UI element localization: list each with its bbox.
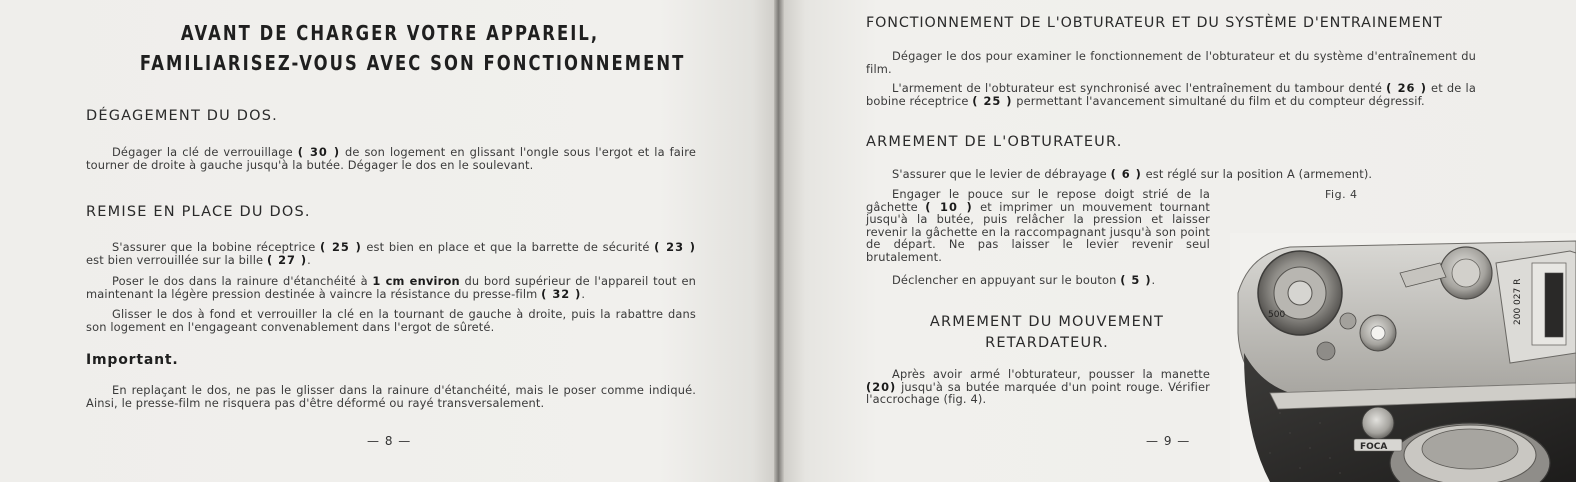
main-title <box>85 18 695 78</box>
para-intro-2: L'armement de l'obturateur est synchronisé avec l'entraînement du tambour denté ( 26 ) et de la bobine réceptrice ( 25 ) permettant l'avancement simultané du film et du compteur dégressif. <box>866 81 1476 108</box>
dial-mark-text: 500 <box>1268 310 1286 320</box>
heading-important: Important. <box>86 352 179 368</box>
heading-retardateur-line2: RETARDATEUR. <box>985 335 1109 351</box>
para-retardateur: Après avoir armé l'obturateur, pousser la manette (20) jusqu'à sa butée marquée d'un point rouge. Vérifier l'accrochage (fig. 4). <box>866 367 1210 406</box>
page-number-right: — 9 — <box>1146 434 1191 448</box>
camera-photo <box>1230 233 1576 482</box>
heading-armement-obturateur: ARMEMENT DE L'OBTURATEUR. <box>866 134 1123 150</box>
main-title-line1: AVANT DE CHARGER VOTRE APPAREIL, <box>180 21 600 45</box>
para-armement-2: Engager le pouce sur le repose doigt strié de la gâchette ( 10 ) et imprimer un mouvement tournant jusqu'à la butée, puis relâcher la pression et laisser revenir la gâchette en la raccompagnant jusqu'à son point de départ. Ne pas laisser le levier revenir seul brutalement. <box>866 187 1210 264</box>
serial-number-text: 200 027 R <box>1513 278 1523 325</box>
para-remise-2: Poser le dos dans la rainure d'étanchéité à 1 cm environ du bord supérieur de l'appareil tout en maintenant la légère pression destinée à vaincre la résistance du presse-film ( 32 ). <box>86 274 696 301</box>
page-number-left: — 8 — <box>367 434 412 448</box>
heading-degagement: DÉGAGEMENT DU DOS. <box>86 108 278 124</box>
right-page-title: FONCTIONNEMENT DE L'OBTURATEUR ET DU SYSTÈME D'ENTRAINEMENT <box>866 15 1443 31</box>
para-remise-1: S'assurer que la bobine réceptrice ( 25 ) est bien en place et que la barrette de sécurité ( 23 ) est bien verrouillée sur la bille ( 27 ). <box>86 240 697 267</box>
heading-retardateur <box>866 312 1228 354</box>
para-armement-1: S'assurer que le levier de débrayage ( 6 ) est réglé sur la position A (armement). <box>892 167 1373 181</box>
figure-label: Fig. 4 <box>1325 188 1358 201</box>
brand-text: FOCA <box>1360 442 1388 452</box>
camera-illustration <box>1230 233 1576 482</box>
para-armement-3: Déclencher en appuyant sur le bouton ( 5 ). <box>892 273 1156 287</box>
para-degagement: Dégager la clé de verrouillage ( 30 ) de son logement en glissant l'ongle sous l'ergot et la faire tourner de droite à gauche jusqu'à la butée. Dégager le dos en le soulevant. <box>86 145 696 172</box>
heading-retardateur-line1: ARMEMENT DU MOUVEMENT <box>929 314 1165 330</box>
heading-remise: REMISE EN PLACE DU DOS. <box>86 204 311 220</box>
book-gutter <box>774 0 784 482</box>
main-title-line2: FAMILIARISEZ-VOUS AVEC SON FONCTIONNEMENT <box>139 51 686 75</box>
para-important: En replaçant le dos, ne pas le glisser dans la rainure d'étanchéité, mais le poser comme indiqué. Ainsi, le presse-film ne risquera pas d'être déformé ou rayé transversalement. <box>86 383 696 410</box>
para-intro-1: Dégager le dos pour examiner le fonctionnement de l'obturateur et du système d'entraînement du film. <box>866 49 1476 76</box>
para-remise-3: Glisser le dos à fond et verrouiller la clé en la tournant de gauche à droite, puis la rabattre dans son logement en l'engageant convenablement dans l'ergot de sûreté. <box>86 307 696 334</box>
